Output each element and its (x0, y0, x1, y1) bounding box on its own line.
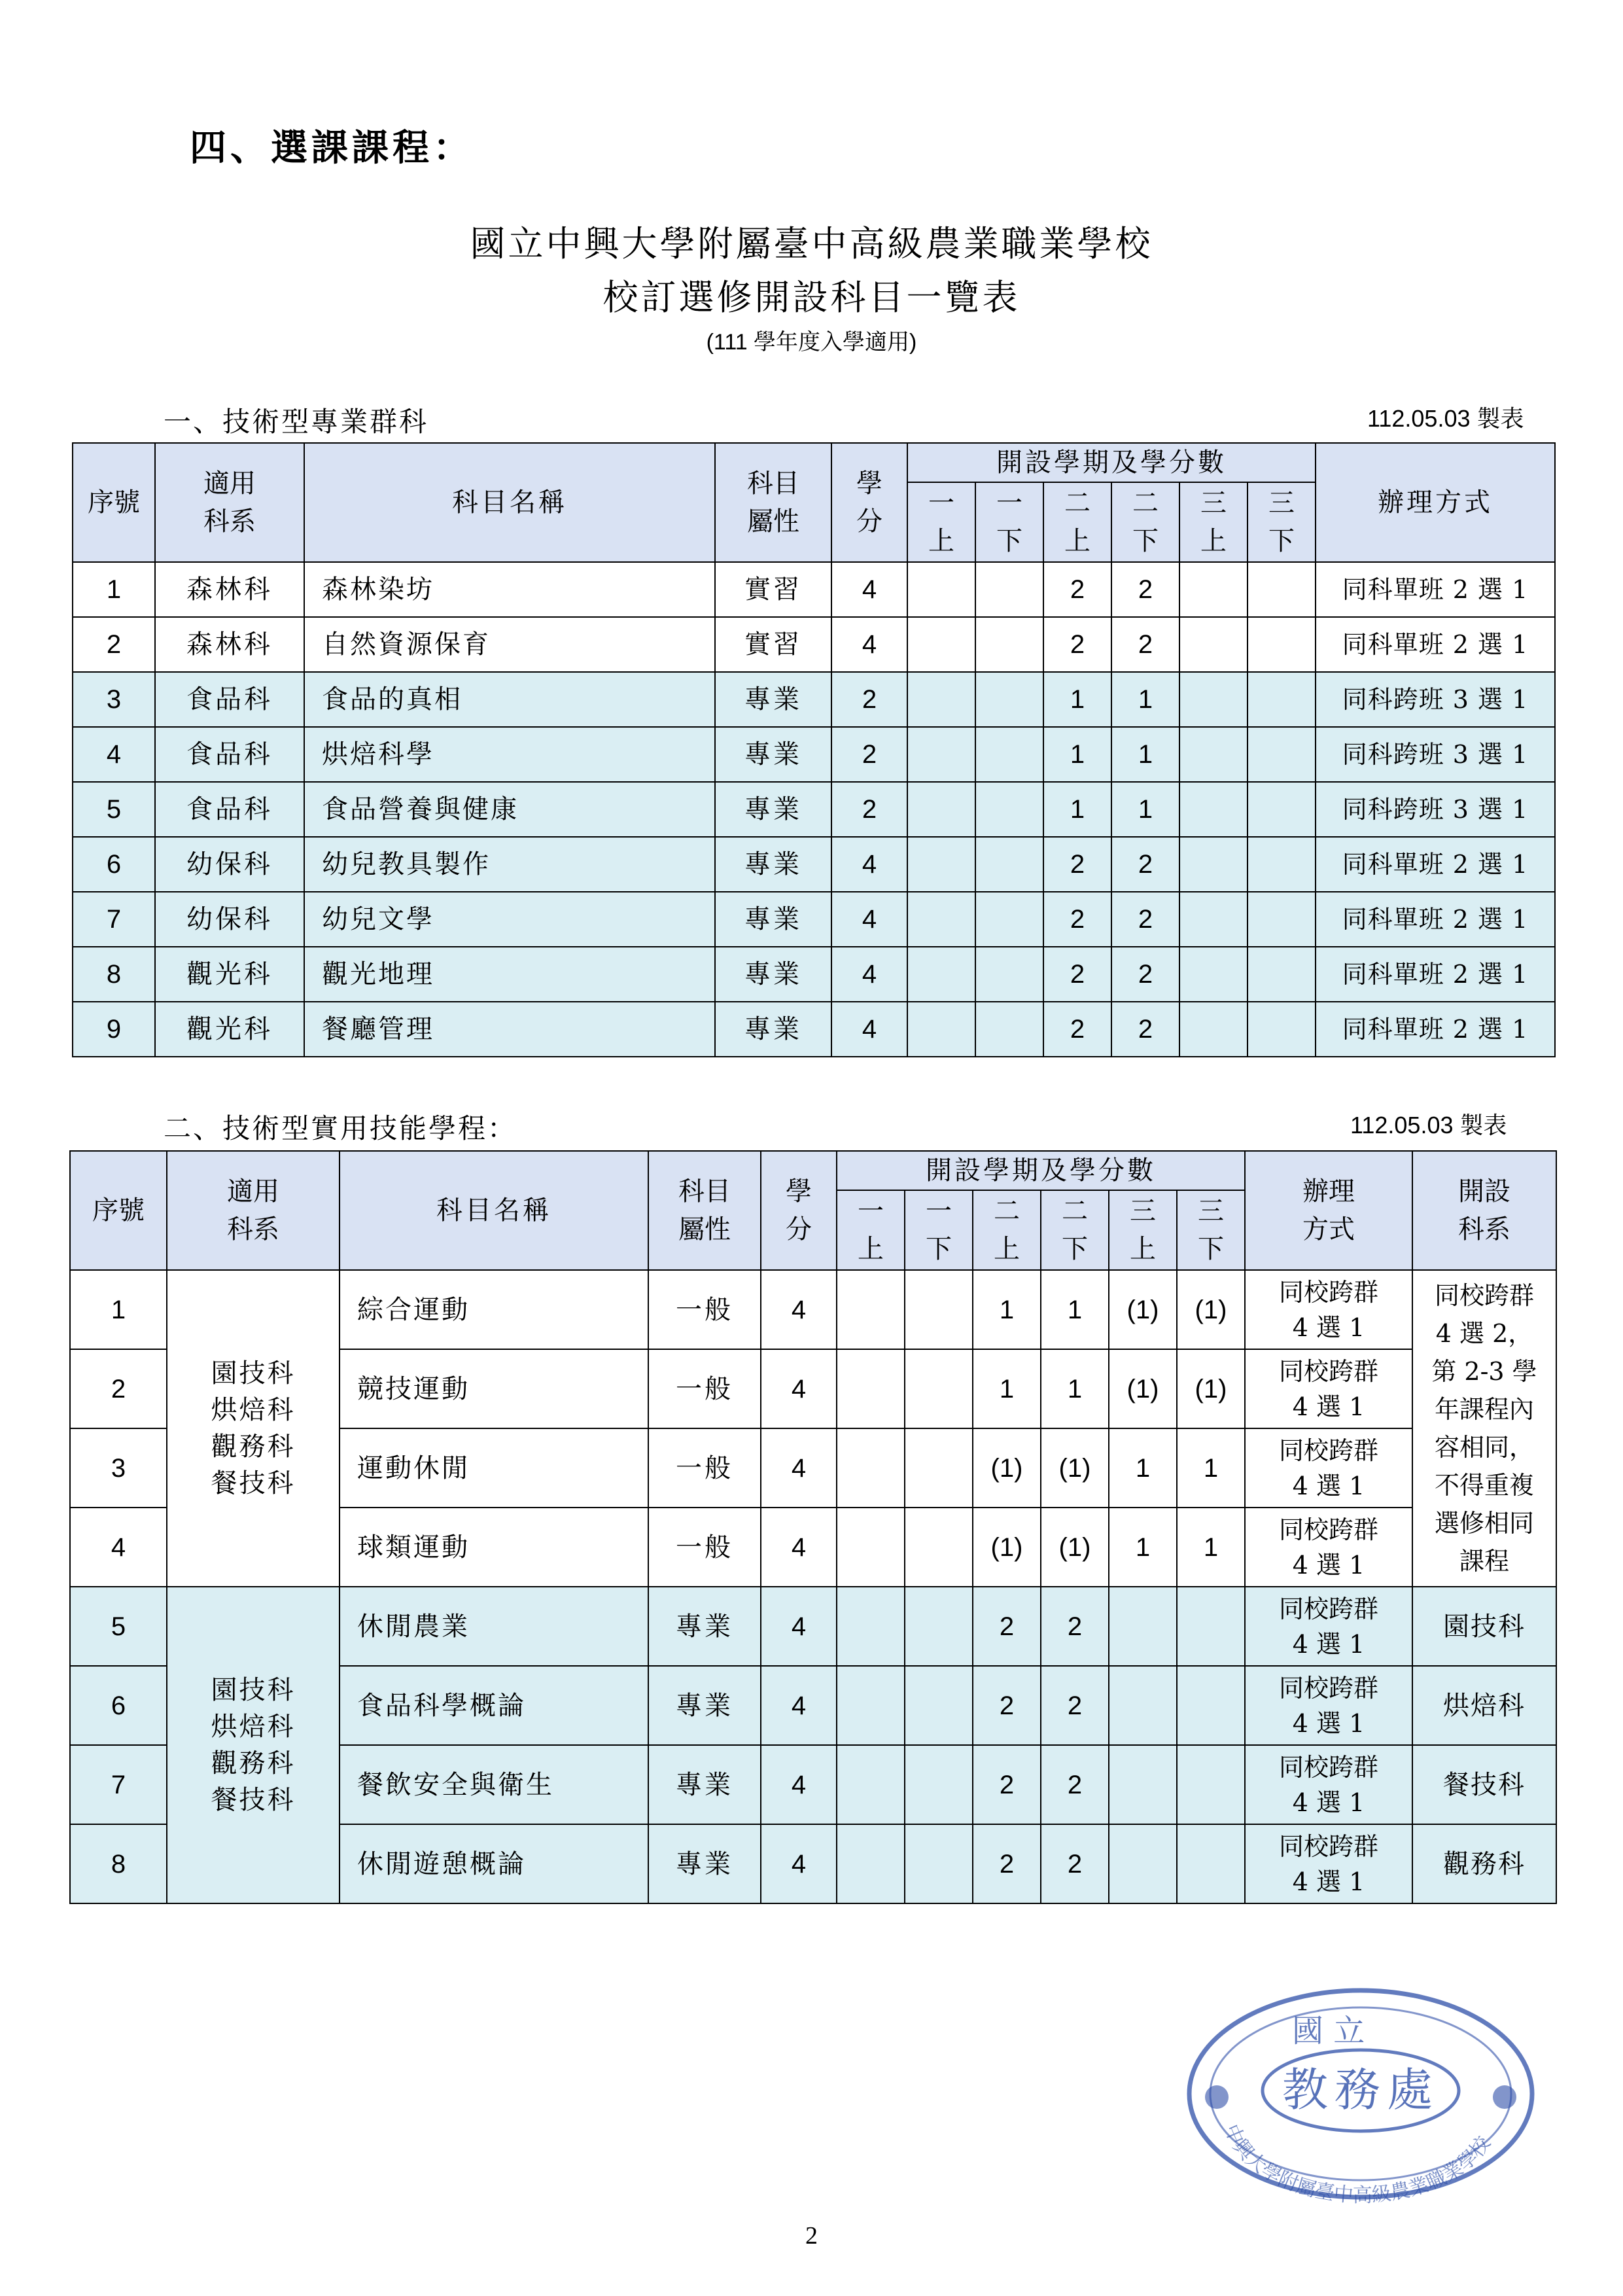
dept-cell: 幼保科 (155, 892, 304, 947)
semester-credit-cell (837, 1666, 905, 1745)
semester-credit-cell: (1) (1109, 1349, 1177, 1428)
course-name-cell: 休閒農業 (340, 1587, 648, 1666)
course-name-cell: 食品科學概論 (340, 1666, 648, 1745)
credit-cell: 4 (761, 1745, 837, 1824)
open-dept-cell: 觀務科 (1412, 1824, 1556, 1903)
dept-cell: 幼保科 (155, 837, 304, 892)
section2-title: 二、技術型實用技能學程： (164, 1112, 517, 1144)
open-dept-merged-cell: 同校跨群 4 選 2， 第 2-3 學 年課程內 容相同， 不得重複 選修相同 課程 (1412, 1270, 1556, 1587)
course-name-cell: 森林染坊 (304, 562, 715, 617)
credit-cell: 4 (761, 1270, 837, 1349)
dept-cell: 食品科 (155, 672, 304, 727)
row-number: 2 (73, 617, 155, 672)
col-header-open-dept: 開設 科系 (1412, 1151, 1556, 1270)
attr-cell: 專業 (648, 1587, 761, 1666)
credit-cell: 4 (831, 947, 907, 1002)
semester-credit-cell (905, 1508, 973, 1587)
row-number: 2 (70, 1349, 167, 1428)
course-name-cell: 休閒遊憩概論 (340, 1824, 648, 1903)
dept-group-cell: 園技科 烘焙科 觀務科 餐技科 (167, 1587, 340, 1903)
semester-credit-cell: 2 (1043, 837, 1111, 892)
table-row (73, 562, 1555, 617)
semester-credit-cell (905, 1428, 973, 1508)
course-name-cell: 球類運動 (340, 1508, 648, 1587)
method-cell: 同科單班 2 選 1 (1316, 837, 1555, 892)
open-dept-cell: 園技科 (1412, 1587, 1556, 1666)
credit-cell: 4 (761, 1824, 837, 1903)
stamp-ring-text: 中興大學附屬臺中高級農業職業學校 (1219, 2121, 1495, 2205)
col-header-semester: 二 上 (1043, 482, 1111, 562)
semester-credit-cell: (1) (973, 1428, 1041, 1508)
row-number: 5 (73, 782, 155, 837)
course-name-cell: 競技運動 (340, 1349, 648, 1428)
semester-credit-cell: 2 (973, 1587, 1041, 1666)
semester-credit-cell: 1 (973, 1270, 1041, 1349)
col-header-semester: 三 上 (1109, 1190, 1177, 1270)
row-number: 5 (70, 1587, 167, 1666)
table-row (73, 892, 1555, 947)
col-header-semester: 三 上 (1179, 482, 1248, 562)
semester-credit-cell: 1 (1111, 672, 1179, 727)
table-row (73, 727, 1555, 782)
credit-cell: 4 (831, 837, 907, 892)
semester-credit-cell (975, 727, 1043, 782)
semester-credit-cell (1177, 1587, 1245, 1666)
row-number: 1 (73, 562, 155, 617)
table-row (73, 837, 1555, 892)
semester-credit-cell: 2 (1111, 562, 1179, 617)
col-header-semester: 二 下 (1041, 1190, 1109, 1270)
semester-credit-cell (1248, 947, 1316, 1002)
col-header-semester: 一 下 (905, 1190, 973, 1270)
semester-credit-cell (975, 892, 1043, 947)
row-number: 8 (73, 947, 155, 1002)
col-header-semester: 二 上 (973, 1190, 1041, 1270)
semester-credit-cell (837, 1270, 905, 1349)
semester-credit-cell: 2 (1041, 1666, 1109, 1745)
emblem-icon (1493, 2085, 1516, 2109)
dept-cell: 觀光科 (155, 1002, 304, 1057)
credit-cell: 4 (831, 562, 907, 617)
attr-cell: 一般 (648, 1508, 761, 1587)
course-name-cell: 運動休閒 (340, 1428, 648, 1508)
semester-credit-cell (1248, 617, 1316, 672)
col-header-semester: 一 下 (975, 482, 1043, 562)
attr-cell: 專業 (715, 782, 831, 837)
semester-credit-cell (907, 1002, 975, 1057)
semester-credit-cell (1248, 562, 1316, 617)
col-header-dept: 適用 科系 (155, 443, 304, 562)
method-cell: 同科跨班 3 選 1 (1316, 727, 1555, 782)
row-number: 4 (70, 1508, 167, 1587)
semester-credit-cell (1179, 672, 1248, 727)
attr-cell: 專業 (715, 672, 831, 727)
open-dept-cell: 烘焙科 (1412, 1666, 1556, 1745)
row-number: 6 (73, 837, 155, 892)
semester-credit-cell (907, 617, 975, 672)
attr-cell: 一般 (648, 1349, 761, 1428)
semester-credit-cell (905, 1745, 973, 1824)
course-name-cell: 幼兒文學 (304, 892, 715, 947)
credit-cell: 4 (831, 617, 907, 672)
semester-credit-cell: 2 (1111, 892, 1179, 947)
col-header-method: 辦理方式 (1316, 443, 1555, 562)
row-number: 7 (73, 892, 155, 947)
semester-credit-cell (1179, 727, 1248, 782)
semester-credit-cell: 2 (973, 1666, 1041, 1745)
semester-credit-cell: 1 (1111, 782, 1179, 837)
semester-credit-cell (905, 1824, 973, 1903)
col-header-credit: 學 分 (831, 443, 907, 562)
semester-credit-cell: 2 (1111, 617, 1179, 672)
semester-credit-cell (1179, 947, 1248, 1002)
method-cell: 同校跨群 4 選 1 (1245, 1587, 1412, 1666)
semester-credit-cell: 2 (1043, 892, 1111, 947)
stamp-top-text: 國 立 (1292, 2013, 1365, 2049)
semester-credit-cell (1109, 1745, 1177, 1824)
attr-cell: 專業 (715, 947, 831, 1002)
semester-credit-cell (1248, 1002, 1316, 1057)
semester-credit-cell (1109, 1587, 1177, 1666)
section2-made-date: 112.05.03 製表 (1350, 1112, 1507, 1139)
table-row (73, 672, 1555, 727)
credit-cell: 4 (761, 1508, 837, 1587)
semester-credit-cell: (1) (973, 1508, 1041, 1587)
dept-group-cell: 園技科 烘焙科 觀務科 餐技科 (167, 1270, 340, 1587)
semester-credit-cell: 2 (1043, 617, 1111, 672)
row-number: 7 (70, 1745, 167, 1824)
credit-cell: 4 (761, 1428, 837, 1508)
semester-credit-cell: 1 (1111, 727, 1179, 782)
method-cell: 同校跨群 4 選 1 (1245, 1428, 1412, 1508)
semester-credit-cell (907, 782, 975, 837)
semester-credit-cell: 1 (1177, 1508, 1245, 1587)
course-name-cell: 觀光地理 (304, 947, 715, 1002)
col-header-dept: 適用 科系 (167, 1151, 340, 1270)
open-dept-cell: 餐技科 (1412, 1745, 1556, 1824)
semester-credit-cell (1179, 892, 1248, 947)
method-cell: 同校跨群 4 選 1 (1245, 1270, 1412, 1349)
semester-credit-cell (1248, 672, 1316, 727)
table-row (73, 947, 1555, 1002)
semester-credit-cell (975, 947, 1043, 1002)
dept-cell: 食品科 (155, 727, 304, 782)
credit-cell: 4 (831, 1002, 907, 1057)
row-number: 4 (73, 727, 155, 782)
method-cell: 同科跨班 3 選 1 (1316, 782, 1555, 837)
semester-credit-cell (975, 837, 1043, 892)
semester-credit-cell (975, 562, 1043, 617)
semester-credit-cell: 1 (973, 1349, 1041, 1428)
semester-credit-cell (1179, 837, 1248, 892)
attr-cell: 專業 (648, 1824, 761, 1903)
dept-cell: 森林科 (155, 562, 304, 617)
semester-credit-cell (1177, 1824, 1245, 1903)
semester-credit-cell (837, 1428, 905, 1508)
semester-credit-cell: (1) (1177, 1270, 1245, 1349)
semester-credit-cell (1177, 1745, 1245, 1824)
semester-credit-cell (905, 1587, 973, 1666)
table-row (73, 1002, 1555, 1057)
semester-credit-cell: (1) (1177, 1349, 1245, 1428)
semester-credit-cell: (1) (1041, 1508, 1109, 1587)
semester-credit-cell (1179, 562, 1248, 617)
method-cell: 同校跨群 4 選 1 (1245, 1666, 1412, 1745)
section1-table (72, 442, 1556, 1057)
semester-credit-cell: (1) (1041, 1428, 1109, 1508)
course-name-cell: 幼兒教具製作 (304, 837, 715, 892)
method-cell: 同科單班 2 選 1 (1316, 947, 1555, 1002)
attr-cell: 專業 (648, 1666, 761, 1745)
section-heading: 四、選課課程： (190, 127, 474, 169)
col-header-credit: 學 分 (761, 1151, 837, 1270)
col-header-semester-group: 開設學期及學分數 (907, 443, 1316, 482)
col-header-attr: 科目 屬性 (715, 443, 831, 562)
attr-cell: 實習 (715, 617, 831, 672)
semester-credit-cell: 1 (1109, 1428, 1177, 1508)
col-header-semester: 一 上 (907, 482, 975, 562)
col-header-method: 辦理 方式 (1245, 1151, 1412, 1270)
semester-credit-cell (1179, 782, 1248, 837)
semester-credit-cell (907, 727, 975, 782)
row-number: 3 (70, 1428, 167, 1508)
page-number: 2 (805, 2222, 818, 2250)
attr-cell: 專業 (715, 1002, 831, 1057)
semester-credit-cell: 2 (1111, 837, 1179, 892)
attr-cell: 專業 (715, 837, 831, 892)
applicable-year: (111 學年度入學適用) (706, 330, 917, 355)
course-name-cell: 食品的真相 (304, 672, 715, 727)
col-header-semester: 一 上 (837, 1190, 905, 1270)
dept-cell: 食品科 (155, 782, 304, 837)
row-number: 9 (73, 1002, 155, 1057)
credit-cell: 2 (831, 727, 907, 782)
semester-credit-cell (1109, 1666, 1177, 1745)
school-stamp (1178, 1983, 1544, 2205)
semester-credit-cell (907, 892, 975, 947)
semester-credit-cell: 1 (1043, 672, 1111, 727)
semester-credit-cell (975, 617, 1043, 672)
table-row (73, 782, 1555, 837)
section1-made-date: 112.05.03 製表 (1367, 405, 1524, 432)
credit-cell: 4 (831, 892, 907, 947)
col-header-semester-group: 開設學期及學分數 (837, 1151, 1245, 1190)
col-header-course: 科目名稱 (340, 1151, 648, 1270)
semester-credit-cell (1109, 1824, 1177, 1903)
semester-credit-cell: 2 (1111, 947, 1179, 1002)
semester-credit-cell (907, 837, 975, 892)
semester-credit-cell: 2 (973, 1745, 1041, 1824)
semester-credit-cell (905, 1270, 973, 1349)
semester-credit-cell (907, 672, 975, 727)
semester-credit-cell (1248, 727, 1316, 782)
course-name-cell: 食品營養與健康 (304, 782, 715, 837)
section2-table (69, 1150, 1557, 1904)
semester-credit-cell: 2 (1041, 1587, 1109, 1666)
method-cell: 同校跨群 4 選 1 (1245, 1508, 1412, 1587)
credit-cell: 4 (761, 1666, 837, 1745)
table-row (73, 617, 1555, 672)
semester-credit-cell (905, 1666, 973, 1745)
method-cell: 同科跨班 3 選 1 (1316, 672, 1555, 727)
semester-credit-cell (905, 1349, 973, 1428)
semester-credit-cell: 1 (1041, 1270, 1109, 1349)
semester-credit-cell: 2 (1043, 562, 1111, 617)
col-header-course: 科目名稱 (304, 443, 715, 562)
method-cell: 同校跨群 4 選 1 (1245, 1824, 1412, 1903)
row-number: 1 (70, 1270, 167, 1349)
semester-credit-cell (1179, 1002, 1248, 1057)
dept-cell: 觀光科 (155, 947, 304, 1002)
course-name-cell: 烘焙科學 (304, 727, 715, 782)
table-row (70, 1587, 1556, 1666)
section1-title: 一、技術型專業群科 (164, 406, 429, 438)
course-name-cell: 綜合運動 (340, 1270, 648, 1349)
semester-credit-cell (1177, 1666, 1245, 1745)
emblem-icon (1205, 2085, 1229, 2109)
semester-credit-cell: 2 (1043, 947, 1111, 1002)
course-name-cell: 餐廳管理 (304, 1002, 715, 1057)
semester-credit-cell: 1 (1041, 1349, 1109, 1428)
semester-credit-cell: (1) (1109, 1270, 1177, 1349)
semester-credit-cell (837, 1349, 905, 1428)
method-cell: 同科單班 2 選 1 (1316, 1002, 1555, 1057)
method-cell: 同校跨群 4 選 1 (1245, 1349, 1412, 1428)
attr-cell: 實習 (715, 562, 831, 617)
semester-credit-cell (975, 1002, 1043, 1057)
credit-cell: 2 (831, 672, 907, 727)
credit-cell: 4 (761, 1587, 837, 1666)
semester-credit-cell: 2 (1043, 1002, 1111, 1057)
course-name-cell: 自然資源保育 (304, 617, 715, 672)
semester-credit-cell: 1 (1109, 1508, 1177, 1587)
col-header-attr: 科目 屬性 (648, 1151, 761, 1270)
credit-cell: 4 (761, 1349, 837, 1428)
col-header-semester: 三 下 (1177, 1190, 1245, 1270)
semester-credit-cell (907, 562, 975, 617)
method-cell: 同科單班 2 選 1 (1316, 617, 1555, 672)
attr-cell: 專業 (715, 727, 831, 782)
stamp-center-text: 教務處 (1282, 2063, 1439, 2117)
course-name-cell: 餐飲安全與衛生 (340, 1745, 648, 1824)
semester-credit-cell (1248, 782, 1316, 837)
method-cell: 同校跨群 4 選 1 (1245, 1745, 1412, 1824)
semester-credit-cell: 1 (1043, 782, 1111, 837)
attr-cell: 一般 (648, 1428, 761, 1508)
semester-credit-cell: 2 (1041, 1745, 1109, 1824)
credit-cell: 2 (831, 782, 907, 837)
semester-credit-cell: 2 (1041, 1824, 1109, 1903)
semester-credit-cell (1248, 892, 1316, 947)
col-header-no: 序號 (70, 1151, 167, 1270)
semester-credit-cell (907, 947, 975, 1002)
row-number: 8 (70, 1824, 167, 1903)
semester-credit-cell (837, 1745, 905, 1824)
col-header-no: 序號 (73, 443, 155, 562)
semester-credit-cell: 1 (1043, 727, 1111, 782)
method-cell: 同科單班 2 選 1 (1316, 892, 1555, 947)
method-cell: 同科單班 2 選 1 (1316, 562, 1555, 617)
col-header-semester: 三 下 (1248, 482, 1316, 562)
semester-credit-cell (1248, 837, 1316, 892)
semester-credit-cell: 2 (973, 1824, 1041, 1903)
semester-credit-cell (1179, 617, 1248, 672)
semester-credit-cell (975, 672, 1043, 727)
col-header-semester: 二 下 (1111, 482, 1179, 562)
table-row (70, 1270, 1556, 1349)
attr-cell: 一般 (648, 1270, 761, 1349)
attr-cell: 專業 (715, 892, 831, 947)
row-number: 3 (73, 672, 155, 727)
dept-cell: 森林科 (155, 617, 304, 672)
school-name: 國立中興大學附屬臺中高級農業職業學校 (470, 223, 1153, 264)
semester-credit-cell (837, 1824, 905, 1903)
document-title: 校訂選修開設科目一覽表 (602, 277, 1021, 318)
attr-cell: 專業 (648, 1745, 761, 1824)
semester-credit-cell (837, 1587, 905, 1666)
row-number: 6 (70, 1666, 167, 1745)
semester-credit-cell (837, 1508, 905, 1587)
semester-credit-cell: 2 (1111, 1002, 1179, 1057)
semester-credit-cell (975, 782, 1043, 837)
semester-credit-cell: 1 (1177, 1428, 1245, 1508)
